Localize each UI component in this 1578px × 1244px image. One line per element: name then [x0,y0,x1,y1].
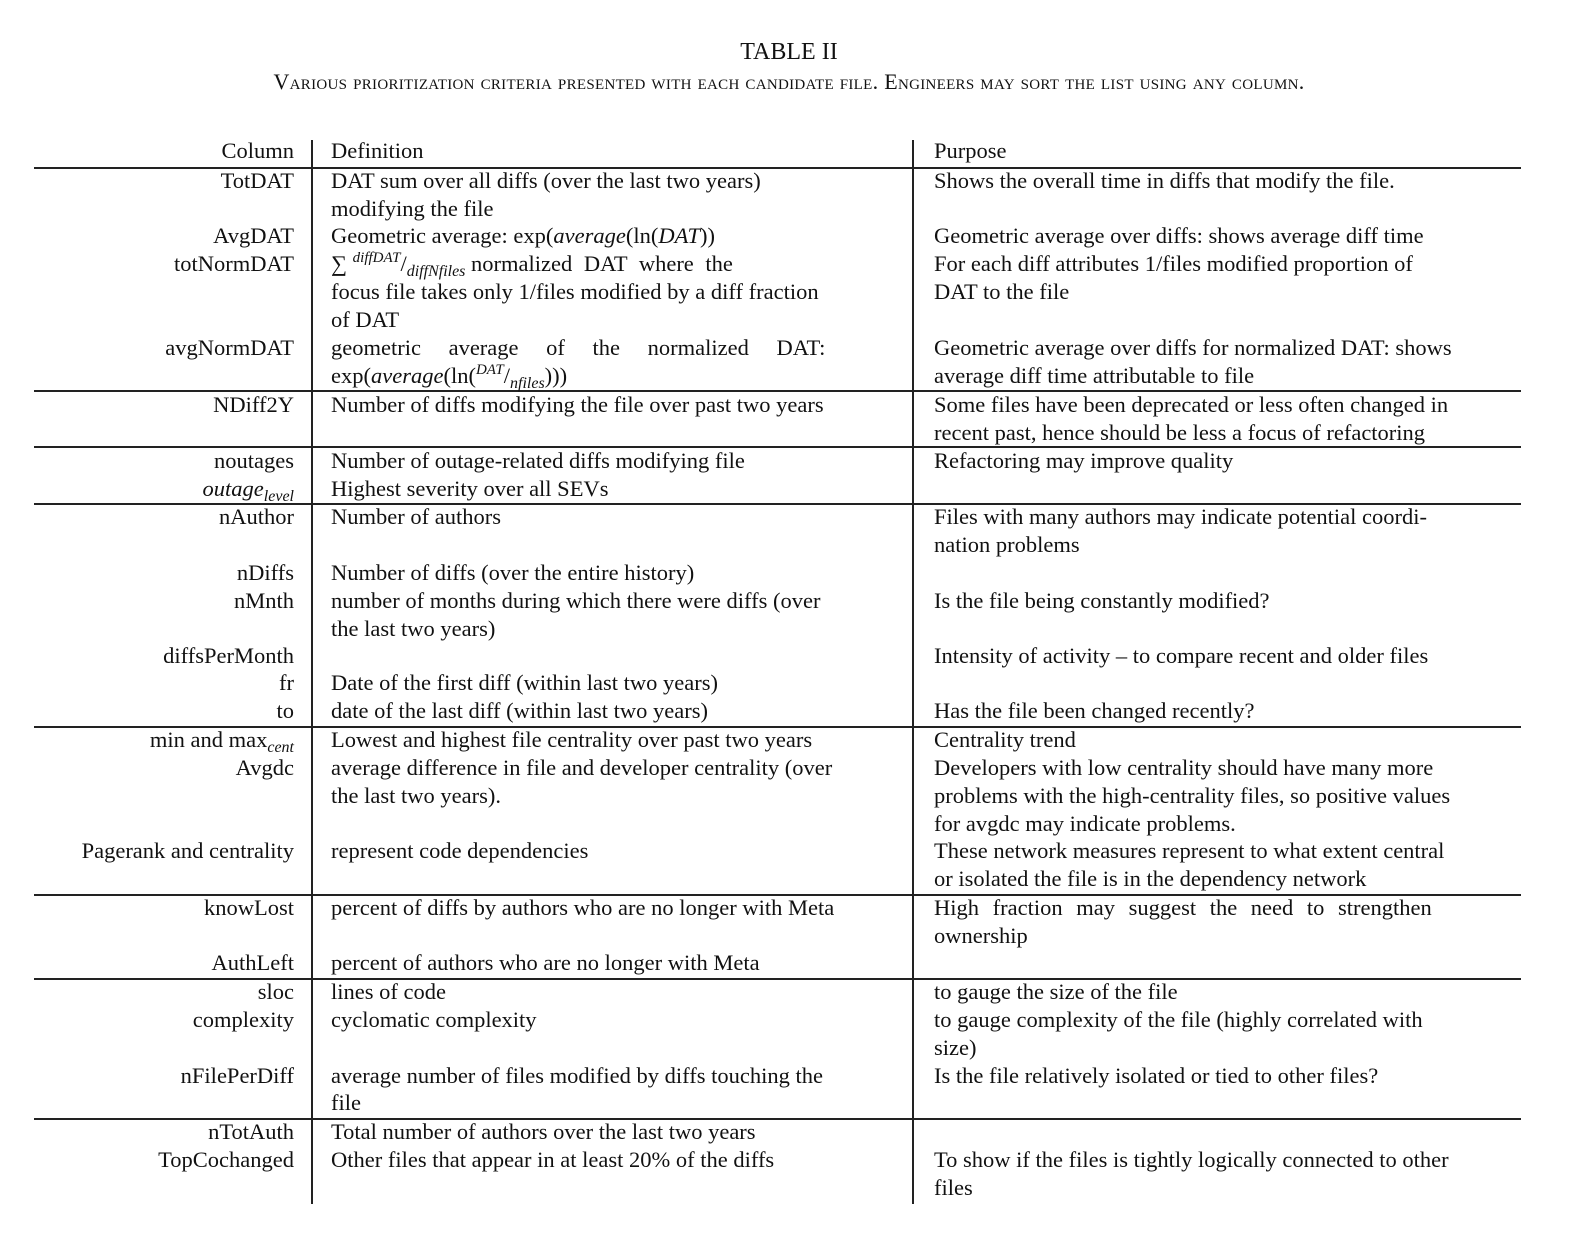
row-column: nFilePerDiff [180,1063,294,1088]
row-column: complexity [192,1007,294,1032]
row-purpose: size) [934,1035,977,1060]
row-purpose: recent past, hence should be less a focus of refactoring [934,420,1426,445]
row-purpose: Is the file relatively isolated or tied to other files? [934,1063,1379,1088]
row-purpose: Geometric average over diffs: shows average diff time [934,223,1424,248]
row-definition: Number of outage-related diffs modifying file [331,448,745,473]
row-column: nDiffs [236,560,294,585]
row-column: nAuthor [219,504,294,529]
row-definition: percent of authors who are no longer with Meta [331,950,760,975]
row-purpose: Shows the overall time in diffs that modify the file. [934,168,1395,193]
row-purpose: Centrality trend [934,727,1076,752]
table-title: TABLE II [740,39,838,65]
row-purpose: Has the file been changed recently? [934,698,1255,723]
header-purpose: Purpose [934,138,1007,163]
row-purpose: These network measures represent to what extent central [934,838,1445,863]
row-definition: Date of the first diff (within last two years) [331,670,718,695]
row-definition: date of the last diff (within last two years) [331,698,708,723]
row-column: nTotAuth [208,1119,294,1144]
row-purpose: average diff time attributable to file [934,363,1255,388]
row-definition: Total number of authors over the last two years [331,1119,756,1144]
row-definition: represent code dependencies [331,838,589,863]
row-definition: number of months during which there were diffs (over [331,588,821,613]
math-formula: exp(average(ln(DAT)) [513,223,716,248]
row-purpose: Some files have been deprecated or less often changed in [934,392,1449,417]
column-divider-1 [311,140,313,1204]
row-purpose: For each diff attributes 1/files modified proportion of [934,251,1413,276]
row-column: TopCochanged [158,1147,294,1172]
row-purpose: High fraction may suggest the need to strengthen [934,895,1432,920]
row-column: avgNormDAT [165,335,294,360]
row-column: TotDAT [220,168,294,193]
row-purpose: files [934,1175,973,1200]
table-caption: Various prioritization criteria presented with each candidate file. Engineers may sort the list using any column. [273,69,1305,94]
row-purpose: for avgdc may indicate problems. [934,811,1236,836]
row-definition [331,250,899,281]
row-column: Pagerank and centrality [81,838,294,863]
row-purpose: nation problems [934,532,1080,557]
row-definition: file [331,1090,361,1115]
row-purpose: DAT to the file [934,279,1070,304]
row-column: knowLost [204,895,294,920]
row-column: to [276,698,294,723]
row-column: fr [279,670,294,695]
row-definition: the last two years) [331,616,496,641]
row-column: nMnth [233,588,294,613]
row-column: min and $\max_{cent}$ [149,727,294,756]
row-column-math: outage$_{level}$ [202,476,294,505]
row-column: diffsPerMonth [163,643,294,668]
row-column: noutages [214,448,294,473]
row-definition: Highest severity over all SEVs [331,476,609,501]
row-purpose: Developers with low centrality should have many more [934,755,1434,780]
row-definition: Number of diffs (over the entire history) [331,560,695,585]
row-definition: focus file takes only 1/files modified by a diff fraction [331,279,819,304]
row-definition: cyclomatic complexity [331,1007,537,1032]
row-definition: average number of files modified by diffs touching the [331,1063,823,1088]
row-purpose: Files with many authors may indicate potential coordi- [934,504,1428,529]
row-purpose: or isolated the file is in the dependency network [934,866,1367,891]
header-column: Column [221,138,294,163]
row-column: NDiff2Y [213,392,294,417]
row-definition: modifying the file [331,196,494,221]
row-column: totNormDAT [174,251,294,276]
row-purpose: Intensity of activity – to compare recent and older files [934,643,1429,668]
row-definition: Other files that appear in at least 20% of the diffs [331,1147,775,1172]
row-purpose: ownership [934,923,1028,948]
row-definition: Number of authors [331,504,501,529]
math-formula: ∑ $^{diffDAT}/_{diffNfiles}$ [331,250,466,280]
row-column: sloc [257,979,294,1004]
row-definition: geometric average of the normalized DAT: [331,335,826,360]
row-definition: Number of diffs modifying the file over past two years [331,392,824,417]
row-column: Avgdc [235,755,294,780]
definition-text: Geometric average: [331,223,508,248]
row-purpose: Geometric average over diffs for normalized DAT: shows [934,335,1452,360]
row-column: AuthLeft [211,950,294,975]
row-purpose: To show if the files is tightly logically connected to other [934,1147,1449,1172]
row-definition: Lowest and highest file centrality over past two years [331,727,813,752]
row-definition: of DAT [331,307,400,332]
row-purpose: Is the file being constantly modified? [934,588,1270,613]
row-definition: lines of code [331,979,446,1004]
row-purpose: problems with the high-centrality files, so positive values [934,783,1451,808]
row-purpose: to gauge complexity of the file (highly correlated with [934,1007,1423,1032]
math-formula: $\exp(average(\ln(^{DAT}/_{nfiles})))$ [331,362,568,392]
row-definition: DAT sum over all diffs (over the last two years) [331,168,761,193]
definition-text: normalized DAT where the [471,251,733,276]
row-definition: average difference in file and developer centrality (over [331,755,833,780]
row-definition [331,222,899,250]
row-purpose: to gauge the size of the file [934,979,1178,1004]
column-divider-2 [912,140,914,1204]
row-definition: the last two years). [331,783,501,808]
row-column: AvgDAT [213,223,294,248]
header-definition: Definition [331,138,424,163]
row-purpose: Refactoring may improve quality [934,448,1234,473]
row-definition: percent of diffs by authors who are no longer with Meta [331,895,835,920]
